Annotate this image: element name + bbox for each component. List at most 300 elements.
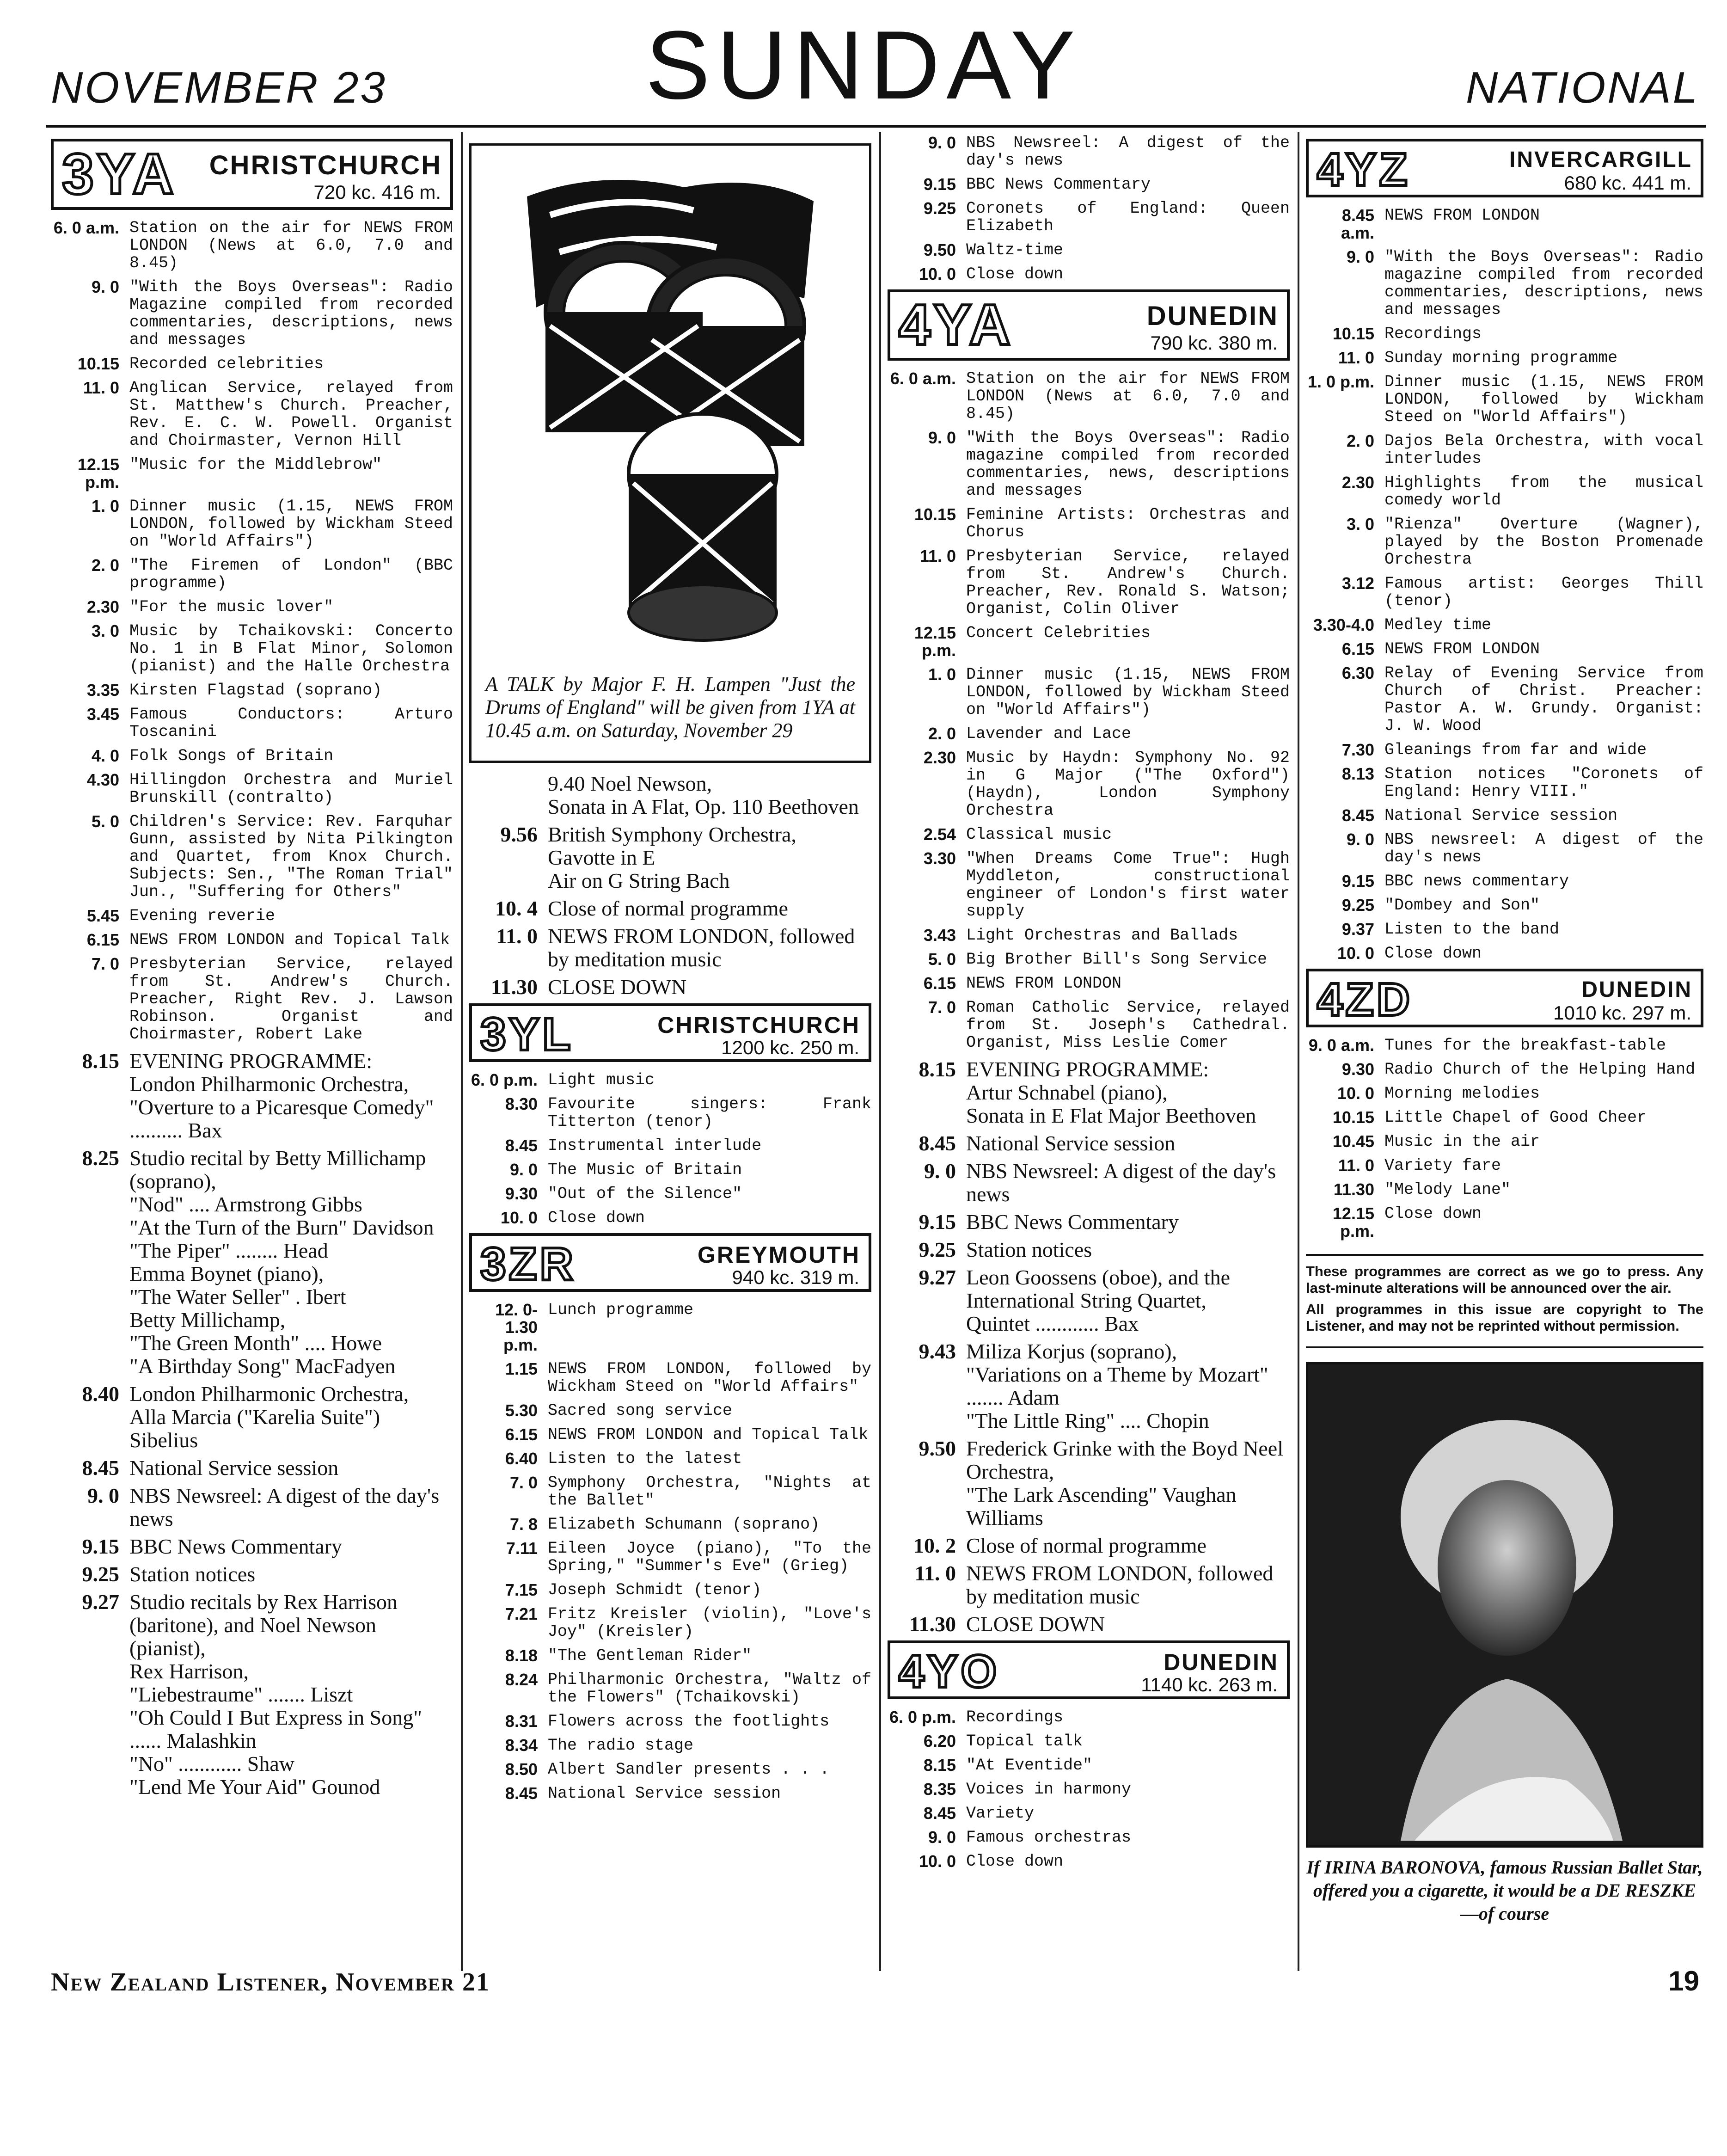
programme-entry [888, 1238, 1290, 1261]
programme-description: The radio stage [548, 1736, 694, 1755]
programme-entry [1306, 1061, 1703, 1078]
programme-time: 9.50 [923, 240, 956, 259]
programme-time: 8.45 a.m. [1341, 206, 1374, 242]
column-4ya [888, 134, 1290, 1877]
programme-entry [888, 134, 1290, 169]
programme-description: Studio recitals by Rex Harrison (baritone), and Noel Newson (pianist), Rex Harrison, "Liebestraume" ....... Liszt "Oh Could I But Express in Song" ...... Malashkin "No" ............ Shaw "Lend Me Your Aid" Gounod [129, 1590, 423, 1799]
programme-description: EVENING PROGRAMME: Artur Schnabel (piano), Sonata in E Flat Major Beethoven [966, 1057, 1256, 1127]
programme-time: 10. 0 [919, 264, 956, 283]
programme-description: Famous Conductors: Arturo Toscanini [129, 705, 453, 741]
programme-time: 9.25 [82, 1562, 119, 1586]
programme-description: Dinner music (1.15, NEWS FROM LONDON, followed by Wickham Steed on "World Affairs") [966, 665, 1290, 719]
programme-description: 9.40 Noel Newson, Sonata in A Flat, Op. 110 Beethoven [548, 772, 859, 818]
column-4yz [1306, 134, 1703, 1925]
programme-time: 8.45 [505, 1136, 538, 1155]
programme-entry [469, 976, 871, 999]
programme-description: Close down [966, 1852, 1064, 1871]
programme-entry [51, 1535, 453, 1558]
programme-time: 6. 0 p.m. [889, 1708, 956, 1726]
programme-entry [1306, 640, 1703, 658]
programme-description: Lunch programme [548, 1301, 694, 1319]
programme-description: Light Orchestras and Ballads [966, 926, 1238, 945]
station-call-sign: 4ZD [1317, 974, 1413, 1026]
programme-description: Station on the air for NEWS FROM LONDON (News at 6.0, 7.0 and 8.45) [966, 369, 1290, 423]
programme-time: 7. 0 [91, 954, 119, 973]
programme-description: Leon Goossens (oboe), and the International String Quartet, Quintet ............ Bax [966, 1265, 1231, 1335]
programme-description: Close down [1384, 944, 1482, 963]
station-city: CHRISTCHURCH [209, 150, 442, 180]
programme-entry [469, 1360, 871, 1395]
programme-description: Studio recital by Betty Millichamp (soprano), "Nod" .... Armstrong Gibbs "At the Turn of the Burn" Davidson "The Piper" ........ Head Emma Boynet (piano), "The Water Seller" . Ibert Betty Millichamp, "The Green Month" .... Howe "A Birthday Song" MacFadyen [129, 1146, 434, 1378]
programme-time: 8.40 [82, 1382, 119, 1406]
programme-entry [888, 241, 1290, 259]
programme-time: 8.25 [82, 1146, 119, 1170]
programme-entry [51, 498, 453, 550]
programme-description: NEWS FROM LONDON, followed by meditation music [966, 1561, 1274, 1608]
programme-entry [469, 1301, 871, 1354]
programme-time: 9. 0 [87, 1484, 119, 1507]
programme-description: Close down [1384, 1204, 1482, 1223]
column-middle [469, 134, 871, 1809]
page-title: SUNDAY [645, 11, 1082, 119]
station-call-sign: 4YZ [1317, 144, 1410, 196]
column-3ya [51, 134, 453, 1803]
programme-time: 11. 0 [919, 547, 956, 565]
programme-time: 11. 0 [914, 1561, 956, 1585]
programme-description: Listen to the latest [548, 1450, 742, 1468]
programme-time: 7.15 [505, 1580, 538, 1599]
programme-entry [469, 1785, 871, 1802]
programme-description: Hillingdon Orchestra and Muriel Brunskill (contralto) [129, 771, 453, 807]
programme-entry [1306, 831, 1703, 866]
programme-entry [51, 1591, 453, 1799]
programme-entry [51, 1484, 453, 1530]
programme-entry [888, 1708, 1290, 1726]
programme-description: Relay of Evening Service from Church of Christ. Preacher: Pastor A. W. Grundy. Organist: J. W. Wood [1384, 664, 1703, 735]
station-banner-3yl [469, 1003, 871, 1062]
programme-description: Close of normal programme [966, 1534, 1206, 1557]
programme-time: 10.15 [914, 505, 956, 524]
programme-description: NEWS FROM LONDON and Topical Talk [129, 931, 450, 949]
programme-time: 5.45 [86, 906, 119, 925]
programme-time: 6.20 [923, 1732, 956, 1751]
programme-time: 4. 0 [91, 746, 119, 765]
programme-entry [1306, 1205, 1703, 1240]
programme-time: 7. 0 [928, 998, 956, 1017]
programme-entry [51, 278, 453, 349]
programme-entry [888, 927, 1290, 944]
programme-description: Recordings [1384, 325, 1482, 343]
programme-time: 7. 8 [509, 1515, 538, 1534]
programme-entry [888, 1266, 1290, 1335]
programme-entry [888, 1805, 1290, 1822]
programme-description: NEWS FROM LONDON and Topical Talk [548, 1425, 869, 1444]
programme-time: 6. 0 a.m. [53, 218, 119, 237]
programme-entry [888, 547, 1290, 618]
programme-time: 9.15 [1341, 872, 1374, 891]
programme-time: 12.15 p.m. [1332, 1204, 1374, 1241]
programme-description: Dinner music (1.15, NEWS FROM LONDON, followed by Wickham Steed on "World Affairs") [1384, 373, 1703, 426]
programme-description: Kirsten Flagstad (soprano) [129, 681, 382, 700]
programme-entry [1306, 575, 1703, 610]
programme-entry [469, 1605, 871, 1640]
programme-time: 9. 0 [509, 1160, 538, 1179]
programme-description: NBS Newsreel: A digest of the day's news [966, 134, 1290, 170]
drums-illustration [469, 143, 871, 763]
programme-description: Concert Celebrities [966, 624, 1151, 642]
programme-list [51, 219, 453, 1043]
programme-time: 9. 0 [924, 1159, 956, 1183]
programme-description: Station notices [129, 1562, 256, 1586]
programme-time: 10. 0 [919, 1852, 956, 1871]
programme-entry [888, 1534, 1290, 1557]
programme-entry [1306, 248, 1703, 319]
programme-entry [1306, 325, 1703, 343]
programme-list [469, 1301, 871, 1802]
programme-description: Music by Haydn: Symphony No. 92 in G Major ("The Oxford") (Haydn), London Symphony Orchestra [966, 749, 1290, 820]
programme-entry [1306, 474, 1703, 509]
programme-time: 10.15 [1332, 1108, 1374, 1127]
programme-description: Classical music [966, 825, 1112, 844]
programme-description: Symphony Orchestra, "Nights at the Ballet" [548, 1474, 871, 1510]
programme-time: 10. 0 [1337, 1084, 1374, 1103]
programme-description: NBS Newsreel: A digest of the day's news [129, 1484, 440, 1530]
station-city: DUNEDIN [1164, 1649, 1279, 1675]
programme-entry [1306, 741, 1703, 759]
programme-time: 5. 0 [91, 812, 119, 831]
programme-time: 11.30 [909, 1612, 956, 1636]
programme-description: Fritz Kreisler (violin), "Love's Joy" (Kreisler) [548, 1605, 871, 1641]
station-frequency: 680 kc. 441 m. [1564, 172, 1691, 194]
programme-entry [51, 747, 453, 765]
programme-time: 9. 0 a.m. [1308, 1036, 1374, 1055]
programme-description: "Music for the Middlebrow" [129, 455, 382, 474]
programme-description: Presbyterian Service, relayed from St. Andrew's Church. Preacher, Right Rev. J. Lawson Robinson. Organist and Choirmaster, Robert Lake [129, 955, 453, 1044]
programme-entry [51, 1147, 453, 1378]
programme-time: 4.30 [86, 770, 119, 789]
programme-description: Albert Sandler presents . . . [548, 1760, 830, 1779]
programme-time: 5. 0 [928, 950, 956, 969]
programme-entry [888, 1340, 1290, 1432]
illustration-caption: A TALK by Major F. H. Lampen "Just the Drums of England" will be given from 1YA at 10.45 a.m. on Saturday, November 29 [485, 673, 855, 742]
programme-time: 8.45 [505, 1784, 538, 1803]
programme-description: Listen to the band [1384, 920, 1560, 939]
programme-entry [888, 725, 1290, 743]
programme-time: 1. 0 [928, 665, 956, 684]
programme-description: Coronets of England: Queen Elizabeth [966, 199, 1290, 235]
programme-time: 2.30 [923, 748, 956, 767]
programme-time: 9.30 [1341, 1060, 1374, 1079]
programme-time: 10. 2 [913, 1534, 956, 1557]
programme-entry [888, 1437, 1290, 1529]
programme-time: 9. 0 [928, 133, 956, 152]
programme-entry [888, 999, 1290, 1051]
programme-description: Joseph Schmidt (tenor) [548, 1581, 762, 1599]
programme-description: Favourite singers: Frank Titterton (tenor) [548, 1095, 871, 1131]
programme-description: "Melody Lane" [1384, 1180, 1511, 1199]
programme-time: 8.34 [505, 1736, 538, 1755]
programme-description: Sacred song service [548, 1401, 733, 1420]
programme-list [469, 1071, 871, 1227]
programme-time: 7. 0 [509, 1473, 538, 1492]
programme-time: 9.27 [919, 1265, 956, 1289]
programme-entry [1306, 349, 1703, 367]
programme-entry [888, 1210, 1290, 1234]
programme-description: Station on the air for NEWS FROM LONDON (News at 6.0, 7.0 and 8.45) [129, 219, 453, 272]
programme-entry [51, 355, 453, 373]
programme-entry [888, 624, 1290, 659]
programme-description: Tunes for the breakfast-table [1384, 1036, 1666, 1055]
programme-entry [1306, 664, 1703, 735]
station-city: DUNEDIN [1581, 977, 1692, 1002]
programme-entry [888, 1781, 1290, 1798]
programme-entry [1306, 1109, 1703, 1126]
programme-time: 10.15 [77, 354, 119, 373]
programme-time: 2. 0 [91, 556, 119, 575]
programme-entry [469, 1540, 871, 1575]
programme-entry [888, 951, 1290, 968]
programme-time: 9.56 [500, 823, 538, 846]
programme-entry [888, 1829, 1290, 1846]
programme-time: 6.30 [1341, 663, 1374, 682]
programme-time: 9.27 [82, 1590, 119, 1614]
programme-entry [51, 682, 453, 699]
programme-description: Big Brother Bill's Song Service [966, 950, 1268, 969]
programme-description: Medley time [1384, 616, 1492, 634]
programme-entry [1306, 1085, 1703, 1102]
programme-entry [1306, 373, 1703, 426]
programme-description: NBS newsreel: A digest of the day's news [1384, 830, 1703, 866]
programme-entry [1306, 1157, 1703, 1174]
programme-entry [51, 706, 453, 741]
programme-entry [888, 666, 1290, 719]
portrait-icon [1308, 1364, 1701, 1841]
station-city: CHRISTCHURCH [657, 1012, 860, 1038]
programme-time: 5.30 [505, 1401, 538, 1420]
programme-entry [469, 1647, 871, 1665]
station-frequency: 790 kc. 380 m. [1150, 332, 1278, 354]
station-frequency: 1010 kc. 297 m. [1553, 1002, 1691, 1024]
programme-time: 9. 0 [1346, 830, 1374, 849]
programme-time: 7.21 [505, 1604, 538, 1623]
programme-time: 3.45 [86, 705, 119, 724]
programme-entry [469, 1161, 871, 1179]
programme-description: Variety [966, 1804, 1035, 1823]
programme-time: 6.15 [86, 930, 119, 949]
programme-description: Famous artist: Georges Thill (tenor) [1384, 574, 1703, 610]
programme-time: 3. 0 [91, 621, 119, 640]
programme-description: BBC news commentary [1384, 872, 1569, 891]
programme-time: 8.30 [505, 1094, 538, 1113]
programme-description: Waltz-time [966, 241, 1064, 259]
programme-entry [469, 1450, 871, 1468]
station-banner-4yo [888, 1640, 1290, 1699]
programme-description: NEWS FROM LONDON [966, 974, 1122, 993]
programme-time: 2.54 [923, 825, 956, 844]
station-call-sign: 3YA [62, 142, 177, 206]
programme-time: 2.30 [86, 597, 119, 616]
programme-description: Highlights from the musical comedy world [1384, 473, 1703, 510]
publication-footer: New Zealand Listener, November 21 [51, 1968, 490, 1996]
programme-description: Famous orchestras [966, 1828, 1132, 1847]
programme-time: 12. 0-1.30 p.m. [495, 1300, 538, 1354]
programme-description: Anglican Service, relayed from St. Matthew's Church. Preacher, Rev. E. C. W. Powell. Organist and Choirmaster, Vernon Hill [129, 379, 453, 450]
programme-description: National Service session [966, 1131, 1176, 1155]
programme-entry [51, 379, 453, 449]
programme-entry [1306, 616, 1703, 634]
column-divider [879, 132, 881, 1971]
programme-time: 8.45 [919, 1131, 956, 1155]
programme-time: 6.15 [505, 1425, 538, 1444]
programme-entry [469, 1137, 871, 1155]
programme-description: National Service session [129, 1456, 339, 1480]
issue-date: NOVEMBER 23 [51, 63, 387, 112]
programme-entry [1306, 207, 1703, 242]
station-banner-4yz [1306, 139, 1703, 197]
programme-entry [888, 176, 1290, 193]
programme-entry [1306, 807, 1703, 824]
programme-entry [51, 1050, 453, 1142]
programme-time: 11.30 [1333, 1180, 1374, 1199]
programme-time: 9.30 [505, 1184, 538, 1203]
programme-description: "Out of the Silence" [548, 1185, 742, 1203]
programme-description: "With the Boys Overseas": Radio magazine compiled from recorded commentaries, news, descriptions and messages [966, 429, 1290, 500]
programme-entry [469, 1185, 871, 1203]
programme-entry [888, 1757, 1290, 1774]
programme-list [888, 370, 1290, 1051]
programme-entry [888, 1853, 1290, 1870]
programme-time: 3.30-4.0 [1313, 615, 1374, 634]
programme-entry [51, 1382, 453, 1452]
station-banner-4ya [888, 289, 1290, 361]
programme-description: "At Eventide" [966, 1756, 1093, 1775]
programme-time: 9.25 [919, 1238, 956, 1261]
programme-time: 12.15 p.m. [77, 455, 119, 491]
programme-description: "With the Boys Overseas": Radio Magazine compiled from recorded commentaries, descriptions, news and messages [129, 278, 453, 349]
programme-entry [888, 1732, 1290, 1750]
programme-entry [51, 931, 453, 949]
programme-time: 6.15 [1341, 639, 1374, 658]
programme-description: Recorded celebrities [129, 355, 324, 373]
programme-list [888, 1708, 1290, 1870]
programme-description: EVENING PROGRAMME: London Philharmonic Orchestra, "Overture to a Picaresque Comedy" .......... Bax [129, 1049, 434, 1142]
programme-description: National Service session [1384, 806, 1618, 825]
programme-time: 7.30 [1341, 740, 1374, 759]
programme-description: Music in the air [1384, 1132, 1540, 1151]
programme-description: Elizabeth Schumann (soprano) [548, 1515, 820, 1534]
programme-description: Flowers across the footlights [548, 1712, 830, 1731]
programme-description: NEWS FROM LONDON, followed by Wickham Steed on "World Affairs" [548, 1360, 871, 1396]
programme-time: 6.40 [505, 1449, 538, 1468]
programme-entry [469, 1581, 871, 1599]
programme-description: "When Dreams Come True": Hugh Myddleton, constructional engineer of London's first water supply [966, 849, 1290, 921]
station-call-sign: 4YA [899, 293, 1013, 357]
programme-entry [469, 925, 871, 971]
programme-time: 11. 0 [496, 924, 538, 948]
programme-time: 10. 4 [495, 897, 538, 920]
programme-time: 8.35 [923, 1780, 956, 1799]
programme-entry [469, 1737, 871, 1754]
programme-time: 9.15 [919, 1210, 956, 1234]
programme-entry [1306, 1133, 1703, 1150]
programme-entry [888, 370, 1290, 423]
programme-description: BBC News Commentary [966, 175, 1151, 194]
programme-entry [1306, 921, 1703, 938]
page-number: 19 [1668, 1966, 1699, 1996]
programme-list [1306, 1037, 1703, 1240]
programme-time: 1.15 [505, 1359, 538, 1378]
programme-description: "The Gentleman Rider" [548, 1646, 752, 1665]
advertisement-caption: If IRINA BARONOVA, famous Russian Ballet Star, offered you a cigarette, it would be a DE RESZKE —of course [1306, 1857, 1703, 1924]
programme-description: Variety fare [1384, 1156, 1501, 1175]
programme-entry [51, 622, 453, 675]
programme-description: Miliza Korjus (soprano), "Variations on a Theme by Mozart" ....... Adam "The Little Ring" .... Chopin [966, 1339, 1268, 1432]
programme-description: Gleanings from far and wide [1384, 741, 1647, 759]
programme-description: NEWS FROM LONDON [1384, 206, 1540, 225]
programme-time: 2.30 [1341, 473, 1374, 492]
programme-description: Presbyterian Service, relayed from St. Andrew's Church. Preacher, Rev. Ronald S. Watson; Organist, Colin Oliver [966, 547, 1290, 618]
programme-entry [1306, 516, 1703, 568]
programme-description: Little Chapel of Good Cheer [1384, 1108, 1647, 1127]
programme-time: 9.37 [1341, 920, 1374, 939]
programme-time: 11. 0 [1338, 1156, 1374, 1175]
programme-time: 9.25 [1341, 896, 1374, 915]
station-city: GREYMOUTH [698, 1242, 860, 1268]
programme-description: CLOSE DOWN [548, 975, 687, 999]
programme-description: Children's Service: Rev. Farquhar Gunn, assisted by Nita Pilkington and Quartet, from Knox Church. Subjects: Sen., "The Roman Trial" Jun., "Suffering for Others" [129, 812, 453, 901]
programme-description: "Rienza" Overture (Wagner), played by the Boston Promenade Orchestra [1384, 515, 1703, 569]
programme-time: 8.50 [505, 1760, 538, 1779]
programme-entry [469, 1095, 871, 1130]
edition-label: NATIONAL [1466, 63, 1699, 112]
programme-time: 9.43 [919, 1339, 956, 1363]
programme-entry [51, 598, 453, 616]
programme-time: 10. 0 [500, 1208, 538, 1227]
programme-description: Instrumental interlude [548, 1136, 762, 1155]
programme-description: Voices in harmony [966, 1780, 1132, 1799]
programme-time: 6. 0 p.m. [471, 1070, 538, 1089]
station-banner-4zd [1306, 969, 1703, 1027]
programme-entry [469, 1713, 871, 1730]
programme-time: 1. 0 p.m. [1307, 372, 1374, 391]
programme-description: "Dombey and Son" [1384, 896, 1540, 915]
programme-time: 9. 0 [91, 277, 119, 296]
programme-time: 9. 0 [928, 1828, 956, 1847]
programme-time: 8.45 [82, 1456, 119, 1480]
programme-time: 2. 0 [928, 724, 956, 743]
programme-description: Close of normal programme [548, 897, 788, 920]
programme-time: 8.31 [505, 1712, 538, 1731]
station-frequency: 1200 kc. 250 m. [721, 1037, 859, 1058]
programme-description: NEWS FROM LONDON [1384, 640, 1540, 658]
programme-entry [51, 557, 453, 592]
programme-entry [51, 1456, 453, 1480]
programme-description: "With the Boys Overseas": Radio magazine compiled from recorded commentaries, descriptions, news and messages [1384, 248, 1703, 319]
programme-entry [1306, 945, 1703, 962]
programme-time: 3. 0 [1346, 515, 1374, 534]
station-call-sign: 3ZR [480, 1238, 576, 1290]
programme-time: 6. 0 a.m. [890, 369, 956, 388]
programme-time: 10. 0 [1337, 944, 1374, 963]
programme-time: 6.15 [923, 974, 956, 993]
programme-time: 11. 0 [1338, 348, 1374, 367]
evening-programme-list [888, 1058, 1290, 1636]
programme-description: Morning melodies [1384, 1084, 1540, 1103]
programme-entry [469, 897, 871, 920]
programme-description: National Service session [548, 1784, 781, 1803]
station-city: DUNEDIN [1146, 301, 1279, 331]
programme-time: 11. 0 [83, 378, 119, 397]
